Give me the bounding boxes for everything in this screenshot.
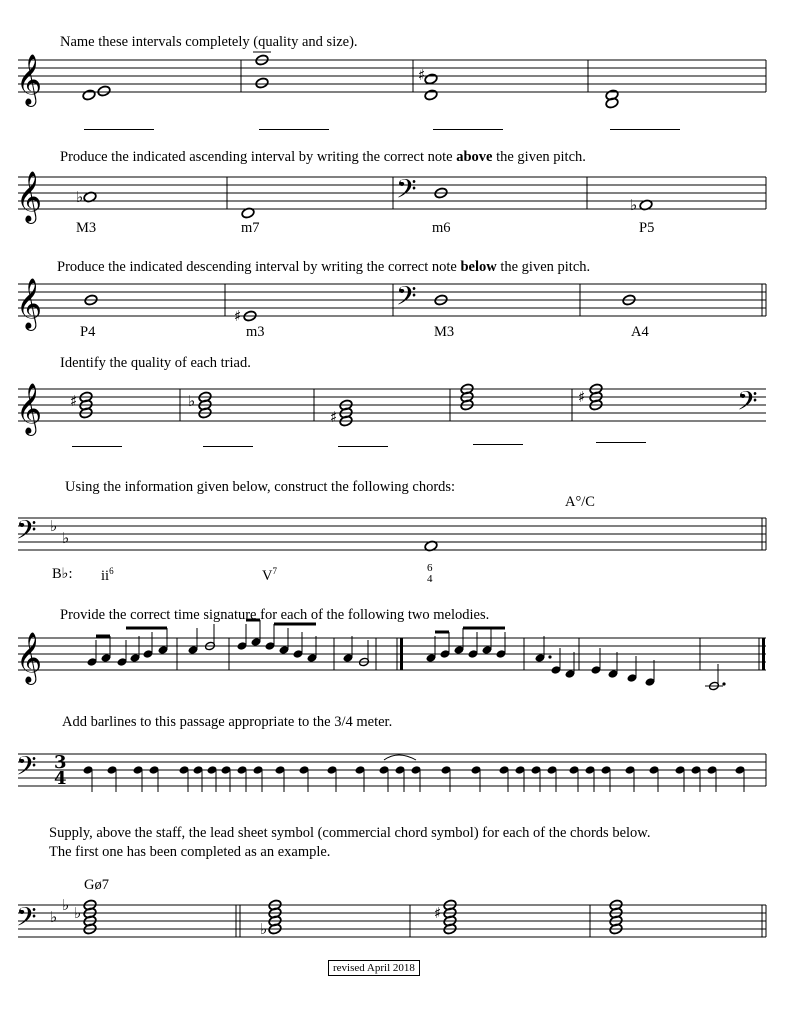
treble-clef: 𝄞 — [16, 632, 43, 683]
figured-bass-top: 6 — [427, 562, 433, 574]
ascending-label-4: P5 — [639, 220, 655, 236]
treble-clef: 𝄞 — [16, 171, 43, 222]
dot — [722, 682, 725, 685]
treble-clef: 𝄞 — [16, 383, 43, 434]
key-flat: ♭ — [74, 904, 82, 922]
instruction-time-signature: Provide the correct time signature for each of the following two melodies. — [60, 607, 490, 623]
instruction-descending-post: the given pitch. — [496, 259, 591, 275]
bass-clef: 𝄢 — [16, 514, 37, 552]
sharp-sign: ♯ — [234, 307, 242, 325]
ascending-label-2: m7 — [241, 220, 260, 236]
key-flat: ♭ — [62, 896, 70, 914]
descending-label-2: m3 — [246, 324, 265, 340]
instruction-ascending-post: the given pitch. — [492, 149, 586, 165]
dot — [548, 655, 551, 658]
descending-label-1: P4 — [80, 324, 96, 340]
treble-clef: 𝄞 — [16, 54, 43, 105]
instruction-leadsheet-2: The first one has been completed as an example. — [49, 844, 331, 860]
roman-v-text: V — [262, 567, 273, 584]
key-flat: ♭ — [50, 908, 58, 926]
bass-clef: 𝄢 — [16, 750, 37, 788]
sharp-sign: ♯ — [434, 904, 442, 922]
instruction-intervals: Name these intervals completely (quality and size). — [60, 34, 358, 50]
instruction-ascending-bold: above — [456, 149, 493, 165]
instruction-leadsheet-1: Supply, above the staff, the lead sheet symbol (commercial chord symbol) for each of the chords below. — [49, 825, 651, 841]
roman-ii-text: ii — [101, 567, 110, 584]
sharp-sign: ♯ — [330, 408, 338, 426]
ascending-label-3: m6 — [432, 220, 451, 236]
roman-ii-figure: 6 — [109, 566, 114, 576]
descending-label-4: A4 — [631, 324, 649, 340]
whole-note — [255, 77, 269, 89]
instruction-triads: Identify the quality of each triad. — [60, 355, 251, 371]
bass-clef: 𝄢 — [737, 385, 758, 423]
revised-date: revised April 2018 — [328, 960, 420, 976]
whole-note — [97, 85, 111, 97]
time-signature-bottom: 4 — [54, 768, 67, 789]
flat-sign: ♭ — [260, 920, 268, 938]
descending-label-3: M3 — [434, 324, 455, 340]
bass-clef: 𝄢 — [396, 280, 417, 318]
key-label: B♭: — [52, 566, 73, 582]
whole-note — [424, 73, 438, 85]
instruction-ascending-pre: Produce the indicated ascending interval by writing the correct note — [60, 149, 457, 165]
final-barline-thick — [762, 638, 765, 670]
bass-clef: 𝄢 — [396, 173, 417, 211]
tie — [384, 755, 416, 760]
example-chord-symbol: Gø7 — [84, 877, 109, 893]
whole-note — [424, 89, 438, 101]
sharp-sign: ♯ — [578, 388, 586, 406]
bass-clef: 𝄢 — [16, 901, 37, 939]
chord-symbol-a-dim: A°/C — [565, 494, 595, 510]
flat-sign: ♭ — [188, 392, 196, 410]
instruction-construct: Using the information given below, construct the following chords: — [65, 479, 456, 495]
instruction-descending-bold: below — [460, 259, 497, 275]
roman-v-figure: 7 — [272, 566, 277, 576]
sharp-sign: ♯ — [418, 66, 426, 84]
final-barline-thick — [400, 638, 403, 670]
sharp-sign: ♯ — [70, 392, 78, 410]
ascending-label-1: M3 — [76, 220, 97, 236]
whole-note — [82, 89, 96, 101]
flat-sign: ♭ — [76, 188, 84, 206]
key-flat: ♭ — [50, 517, 58, 535]
time-signature-top: 3 — [54, 752, 67, 773]
instruction-barlines: Add barlines to this passage appropriate to the 3/4 meter. — [62, 714, 393, 730]
key-flat: ♭ — [62, 529, 70, 547]
instruction-descending-pre: Produce the indicated descending interval by writing the correct note — [57, 259, 461, 275]
figured-bass-bottom: 4 — [427, 573, 433, 585]
flat-sign: ♭ — [630, 196, 638, 214]
treble-clef: 𝄞 — [16, 278, 43, 329]
